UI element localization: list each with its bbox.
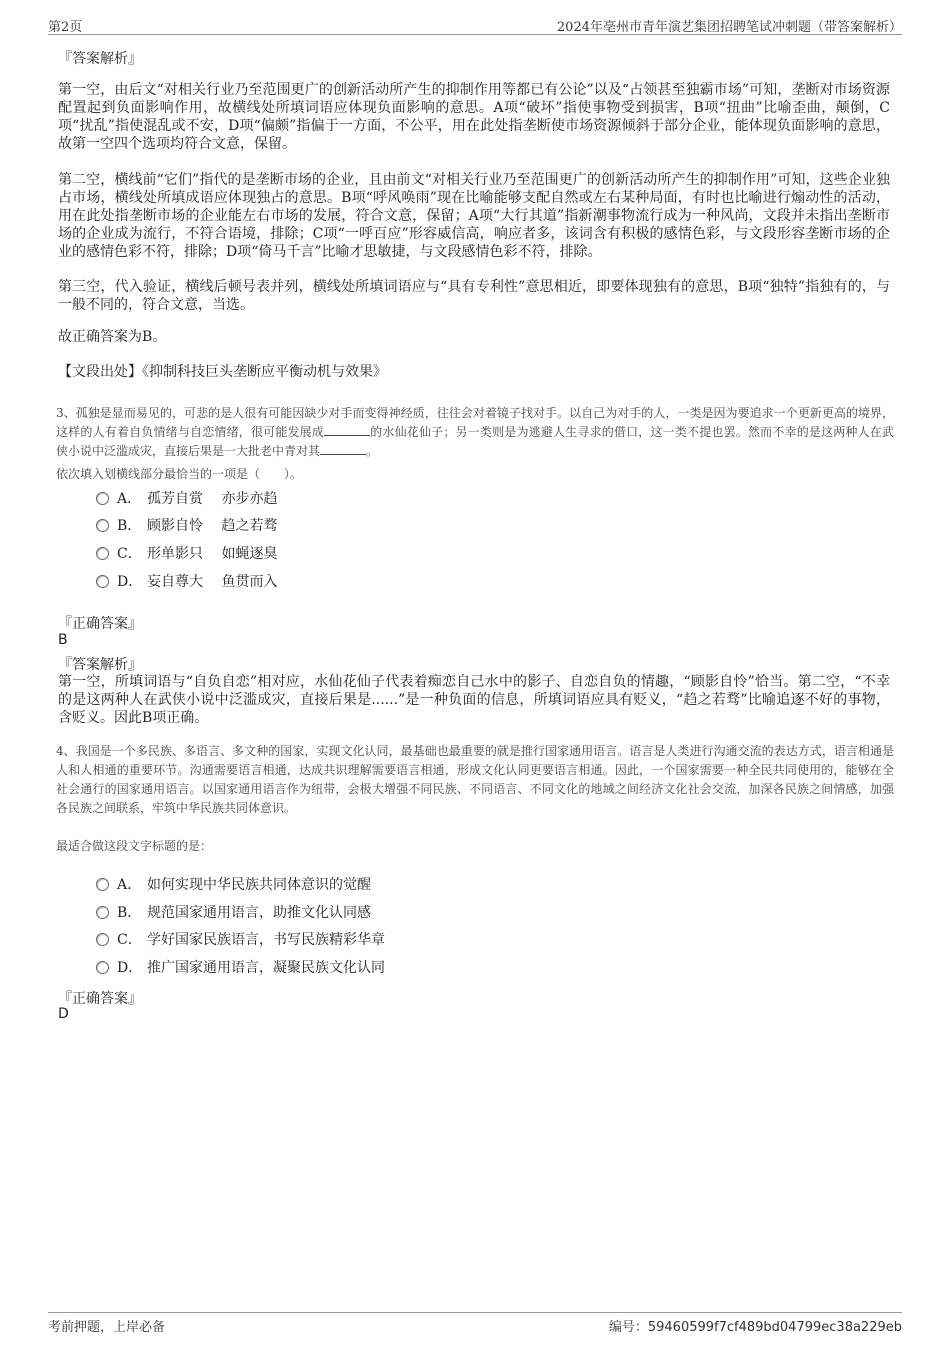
q3-stem-part-2: 的水仙花仙子；另一类则是为逃避人生寻求的借口，这一类不提也罢。然而不幸的是这两种人在武侠小说中泛滥成灾，直接后果是一大批老中青对其 xyxy=(56,425,894,458)
option-text: 形单影只 如蝇逐臭 xyxy=(147,546,278,562)
option-letter: B． xyxy=(117,905,142,921)
q2-analysis-paragraph-1: 第一空，由后文“对相关行业乃至范围更广的创新活动所产生的抑制作用等都已有公论”以及“占领甚至独霸市场”可知，垄断对市场资源配置起到负面影响作用，故横线处所填词语应体现负面影响的意思。A项“破坏”指使事物受到损害，B项“扭曲”比喻歪曲，颠倒，C项“扰乱”指使混乱或不安，D项“偏颇”指偏于一方面，不公平，用在此处指垄断使市场资源倾斜于部分企业，能体现负面影响的意思，故第一空四个选项均符合文意，保留。 xyxy=(58,82,890,152)
source-text: 《抑制科技巨头垄断应平衡动机与效果》 xyxy=(142,364,387,380)
q4-answer: D xyxy=(58,1006,69,1022)
q2-analysis-paragraph-2: 第二空，横线前“它们”指代的是垄断市场的企业，且由前文“对相关行业乃至范围更广的创新活动所产生的抑制作用”可知，这些企业独占市场，横线处所填成语应体现独占的意思。B项“呼风唤雨”现在比喻能够支配自然或左右某种局面，有时也比喻进行煽动性的活动，用在此处指垄断市场的企业能左右市场的发展，符合文意，保留；A项“大行其道”指新潮事物流行成为一种风尚，文段并未指出垄断市场的企业成为流行，不符合语境，排除；C项“一呼百应”形容威信高，响应者多，该词含有积极的感情色彩，与文段形容垄断市场的企业的感情色彩不符，排除；D项“倚马千言”比喻才思敏捷，与文段感情色彩不符，排除。 xyxy=(58,172,890,260)
q3-analysis-label: 『答案解析』 xyxy=(58,657,142,673)
option-text: 规范国家通用语言，助推文化认同感 xyxy=(147,905,371,921)
radio-icon[interactable] xyxy=(96,519,109,532)
document-title: 2024年亳州市青年演艺集团招聘笔试冲刺题（带答案解析） xyxy=(556,20,902,35)
option-text: 如何实现中华民族共同体意识的觉醒 xyxy=(147,877,371,893)
code-label: 编号： xyxy=(608,1320,648,1335)
q3-stem-part-3: 。 xyxy=(366,444,379,458)
q2-conclusion: 故正确答案为B。 xyxy=(58,329,167,345)
q3-stem-part-1: 3、孤独是显而易见的，可悲的是人很有可能因缺少对手而变得神经质，往往会对着镜子找对手。以自己为对手的人，一类是因为要追求一个更新更高的境界，这样的人有着自负情绪与自恋情绪，很可能发展成 xyxy=(56,406,894,439)
option-text: 顾影自怜 趋之若骛 xyxy=(147,518,278,534)
radio-icon[interactable] xyxy=(96,492,109,505)
blank-2 xyxy=(320,454,366,455)
q2-source xyxy=(58,361,890,381)
q3-option-a[interactable] xyxy=(96,488,277,508)
page-footer xyxy=(48,1312,902,1337)
radio-icon[interactable] xyxy=(96,933,109,946)
option-letter: A． xyxy=(117,491,142,507)
q3-prompt: 依次填入划横线部分最恰当的一项是（ ）。 xyxy=(56,467,303,481)
q4-answer-label: 『正确答案』 xyxy=(58,991,142,1007)
q4-option-a[interactable] xyxy=(96,874,371,894)
option-letter: A． xyxy=(117,877,142,893)
option-letter: D． xyxy=(117,960,143,976)
q4-prompt: 最适合做这段文字标题的是： xyxy=(56,839,213,853)
blank-1 xyxy=(324,435,370,436)
q3-answer-label: 『正确答案』 xyxy=(58,616,142,632)
code-value: 59460599f7cf489bd04799ec38a229eb xyxy=(647,1320,902,1335)
q3-option-d[interactable] xyxy=(96,571,277,591)
radio-icon[interactable] xyxy=(96,961,109,974)
radio-icon[interactable] xyxy=(96,547,109,560)
option-text: 学好国家民族语言，书写民族精彩华章 xyxy=(147,932,385,948)
option-letter: D． xyxy=(117,574,143,590)
option-letter: C． xyxy=(117,932,142,948)
radio-icon[interactable] xyxy=(96,575,109,588)
q3-answer: B xyxy=(58,632,68,648)
footer-slogan: 考前押题，上岸必备 xyxy=(48,1320,166,1335)
q3-stem xyxy=(56,404,894,461)
option-text: 推广国家通用语言，凝聚民族文化认同 xyxy=(147,960,385,976)
q3-option-c[interactable] xyxy=(96,543,277,563)
q4-stem: 4、我国是一个多民族、多语言、多文种的国家，实现文化认同，最基础也最重要的就是推行国家通用语言。语言是人类进行沟通交流的表达方式，语言相通是人和人相通的重要环节。沟通需要语言相通，达成共识理解需要语言相通，形成文化认同更要语言相通。因此，一个国家需要一种全民共同使用的，能够在全社会通行的国家通用语言。以国家通用语言作为纽带，会极大增强不同民族、不同语言、不同文化的地域之间经济文化社会交流，加深各民族之间情感，加强各民族之间联系，牢筑中华民族共同体意识。 xyxy=(56,744,894,815)
q2-analysis-label: 『答案解析』 xyxy=(58,51,142,67)
document-code xyxy=(609,1316,902,1335)
q4-option-d[interactable] xyxy=(96,957,385,977)
source-label: 【文段出处】 xyxy=(58,364,142,380)
option-text: 妄自尊大 鱼贯而入 xyxy=(147,574,278,590)
q2-analysis-paragraph-3: 第三空，代入验证，横线后顿号表并列，横线处所填词语应与“具有专利性”意思相近，即要体现独有的意思，B项“独特”指独有的，与一般不同的，符合文意，当选。 xyxy=(58,279,890,313)
q4-option-c[interactable] xyxy=(96,929,385,949)
radio-icon[interactable] xyxy=(96,906,109,919)
page-header xyxy=(48,14,902,35)
q3-option-b[interactable] xyxy=(96,515,277,535)
option-letter: C． xyxy=(117,546,142,562)
option-letter: B． xyxy=(117,518,142,534)
option-text: 孤芳自赏 亦步亦趋 xyxy=(147,491,278,507)
q4-option-b[interactable] xyxy=(96,902,371,922)
q3-analysis: 第一空，所填词语与“自负自恋”相对应，水仙花仙子代表着痴恋自己水中的影子、自恋自负的情趣，“顾影自怜”恰当。第二空，“不幸的是这两种人在武侠小说中泛滥成灾，直接后果是......”是一种负面的信息，所填词语应具有贬义，“趋之若骛”比喻追逐不好的事物，含贬义。因此B项正确。 xyxy=(58,674,890,726)
page-number: 第2页 xyxy=(48,20,83,35)
radio-icon[interactable] xyxy=(96,878,109,891)
